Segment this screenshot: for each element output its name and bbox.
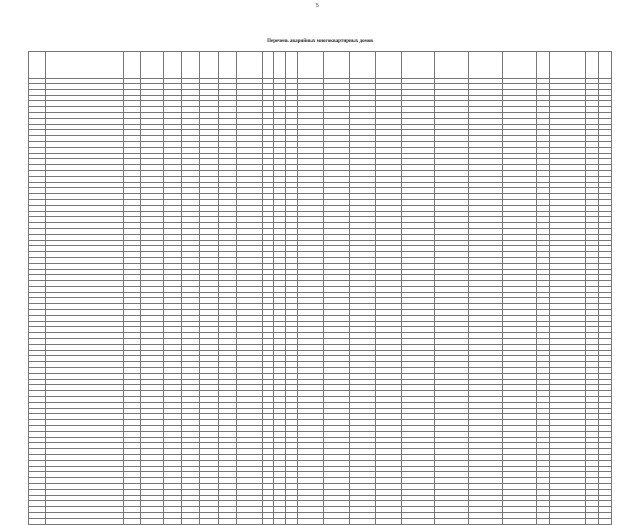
table-cell bbox=[262, 518, 274, 524]
column-header bbox=[274, 52, 286, 79]
column-header bbox=[236, 52, 262, 79]
table-cell bbox=[236, 518, 262, 524]
table-cell bbox=[502, 518, 536, 524]
table-cell bbox=[45, 518, 123, 524]
table-body bbox=[29, 84, 612, 525]
table-cell bbox=[123, 518, 140, 524]
registry-table bbox=[28, 51, 612, 525]
column-header bbox=[286, 52, 298, 79]
table-cell bbox=[401, 518, 435, 524]
column-header bbox=[469, 52, 503, 79]
column-header bbox=[218, 52, 236, 79]
table-cell bbox=[218, 518, 236, 524]
table-cell bbox=[140, 518, 163, 524]
table-cell bbox=[182, 518, 200, 524]
column-header bbox=[585, 52, 598, 79]
table-cell bbox=[286, 518, 298, 524]
table-cell bbox=[200, 518, 218, 524]
column-header bbox=[140, 52, 163, 79]
table-cell bbox=[598, 518, 611, 524]
table-cell bbox=[297, 518, 323, 524]
table-cell bbox=[435, 518, 469, 524]
column-header bbox=[45, 52, 123, 79]
column-header bbox=[401, 52, 435, 79]
table-header-row bbox=[29, 52, 612, 79]
table-cell bbox=[585, 518, 598, 524]
table-cell bbox=[469, 518, 503, 524]
column-header bbox=[182, 52, 200, 79]
page-number: 5 bbox=[316, 3, 319, 9]
column-header bbox=[262, 52, 274, 79]
table-cell bbox=[549, 518, 585, 524]
document-title: Перечень аварийных многоквартирных домов bbox=[267, 39, 373, 44]
table-cell bbox=[274, 518, 286, 524]
column-header bbox=[549, 52, 585, 79]
column-header bbox=[29, 52, 46, 79]
column-header bbox=[297, 52, 323, 79]
column-header bbox=[349, 52, 375, 79]
table-cell bbox=[323, 518, 349, 524]
table-cell bbox=[536, 518, 549, 524]
column-header bbox=[502, 52, 536, 79]
column-header bbox=[200, 52, 218, 79]
table-cell bbox=[349, 518, 375, 524]
column-header bbox=[375, 52, 401, 79]
table-cell bbox=[29, 518, 46, 524]
column-header bbox=[598, 52, 611, 79]
column-header bbox=[123, 52, 140, 79]
column-header bbox=[323, 52, 349, 79]
table-cell bbox=[375, 518, 401, 524]
column-header bbox=[164, 52, 182, 79]
table-row bbox=[29, 518, 612, 524]
column-header bbox=[435, 52, 469, 79]
table-cell bbox=[164, 518, 182, 524]
column-header bbox=[536, 52, 549, 79]
